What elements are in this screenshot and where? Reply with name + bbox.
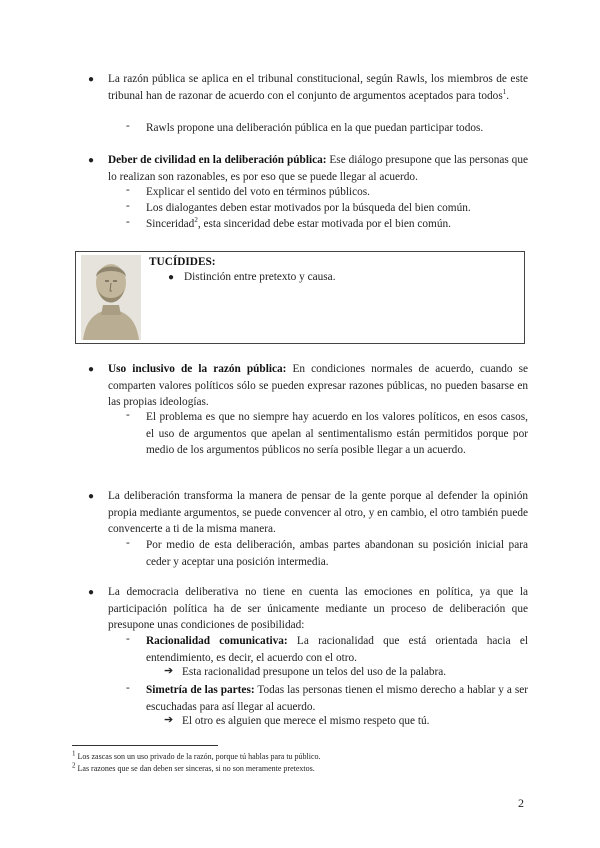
sub-item-civilidad-3: Sinceridad$^2$, esta sinceridad debe estar motivada por el bien común. <box>146 216 451 230</box>
footnote-1: $^1$ Los zascas son un uso privado de la razón, porque tú hablas para tu público. <box>72 749 321 761</box>
bullet-icon: ● <box>88 155 95 166</box>
bullet-icon: ● <box>88 74 95 85</box>
sub-item-simetria: Simetría de las partes: Todas las personas tienen el mismo derecho a hablar y a ser escuchadas para así llegar al acuerdo. <box>146 684 528 713</box>
bullet-icon: ● <box>88 364 95 375</box>
heading-simetria: Simetría de las partes: <box>146 684 255 696</box>
tucidides-title: TUCÍDIDES: <box>149 256 216 268</box>
arrow-item-simetria: El otro es alguien que merece el mismo respeto que tú. <box>182 715 430 727</box>
tucidides-box <box>75 251 525 344</box>
tucidides-item: Distinción entre pretexto y causa. <box>184 271 336 283</box>
sub-item-civilidad-1: Explicar el sentido del voto en términos públicos. <box>146 186 371 198</box>
page-number: 2 <box>518 796 524 810</box>
paragraph-democracia: La democracia deliberativa no tiene en cuenta las emociones en política, ya que la participación política ha de ser únicamente mediante un proceso de deliberación que presupone unas condiciones de posibilidad: <box>108 586 528 631</box>
paragraph-inclusivo: Uso inclusivo de la razón pública: En condiciones normales de acuerdo, cuando se comparten valores políticos sólo se pueden expresar razones públicas, no pueden basarse en las propias ideologías. <box>108 363 528 408</box>
dash-icon: - <box>126 200 130 212</box>
sub-item-civilidad-2: Los dialogantes deben estar motivados por la búsqueda del bien común. <box>146 202 471 214</box>
dash-icon: - <box>126 682 130 694</box>
footnote-ref[interactable]: 2 <box>194 216 198 225</box>
footnote-ref[interactable]: 1 <box>502 87 507 96</box>
sub-item-inclusivo: El problema es que no siempre hay acuerdo en los valores políticos, en esos casos, el uso de argumentos que apelan al sentimentalismo están permitidos porque por medio de los argumentos públicos no sería posible llegar a un acuerdo. <box>146 411 528 456</box>
arrow-right-icon: ➔ <box>164 665 174 677</box>
bullet-icon: ● <box>88 587 95 598</box>
sub-item-racionalidad: Racionalidad comunicativa: La racionalidad que está orientada hacia el entendimiento, es decir, el acuerdo con el otro. <box>146 635 528 664</box>
dash-icon: - <box>126 537 130 549</box>
tucidides-bust-image <box>81 255 141 340</box>
paragraph-rawls: La razón pública se aplica en el tribunal constitucional, según Rawls, los miembros de este tribunal han de razonar de acuerdo con el conjunto de argumentos aceptados para todos$^1$. <box>108 73 528 102</box>
arrow-item-racionalidad: Esta racionalidad presupone un telos del uso de la palabra. <box>182 666 447 678</box>
heading-civilidad: Deber de civilidad en la deliberación pública: <box>108 154 327 166</box>
sub-item-transforma: Por medio de esta deliberación, ambas partes abandonan su posición inicial para ceder y aceptar una posición intermedia. <box>146 539 528 568</box>
dash-icon: - <box>126 120 130 132</box>
sub-item-rawls: Rawls propone una deliberación pública en la que puedan participar todos. <box>146 122 484 134</box>
footnote-divider <box>72 745 218 746</box>
dash-icon: - <box>126 409 130 421</box>
paragraph-civilidad: Deber de civilidad en la deliberación pública: Ese diálogo presupone que las personas que lo realizan son razonables, es por eso que se puede llegar al acuerdo. <box>108 154 528 183</box>
heading-inclusivo: Uso inclusivo de la razón pública: <box>108 363 287 375</box>
dash-icon: - <box>126 633 130 645</box>
dash-icon: - <box>126 216 130 228</box>
arrow-right-icon: ➔ <box>164 714 174 726</box>
footnote-2: $^2$ Las razones que se dan deben ser sinceras, si no son meramente pretextos. <box>72 761 315 773</box>
paragraph-transforma: La deliberación transforma la manera de pensar de la gente porque al defender la opinión propia mediante argumentos, se puede convencer al otro, y en cambio, el otro también puede convencerte a ti de la misma manera. <box>108 490 528 535</box>
bullet-icon: ● <box>168 272 175 283</box>
bullet-icon: ● <box>88 491 95 502</box>
dash-icon: - <box>126 184 130 196</box>
heading-racionalidad: Racionalidad comunicativa: <box>146 635 288 647</box>
